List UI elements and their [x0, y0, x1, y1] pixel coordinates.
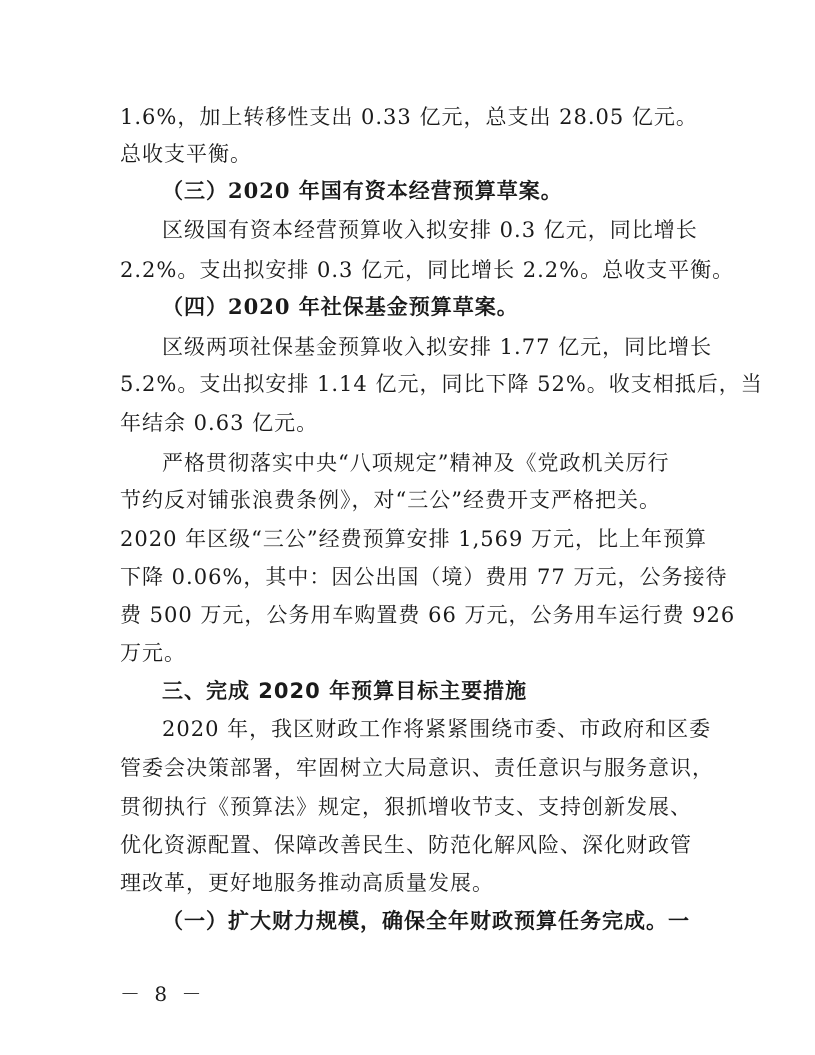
text-line: 严格贯彻落实中央“八项规定”精神及《党政机关厉行	[162, 451, 670, 475]
section-heading: 三、完成 2020 年预算目标主要措施	[162, 679, 528, 703]
text-line: 2020 年区级“三公”经费预算安排 1,569 万元，比上年预算	[120, 527, 708, 551]
text-line: 节约反对铺张浪费条例》，对“三公”经费开支严格把关。	[120, 488, 661, 512]
text-line: 贯彻执行《预算法》规定，狠抓增收节支、支持创新发展、	[120, 795, 692, 819]
text-line: 万元。	[120, 641, 186, 665]
text-line: 年结余 0.63 亿元。	[120, 411, 319, 435]
text-line: 区级两项社保基金预算收入拟安排 1.77 亿元，同比增长	[162, 335, 713, 359]
text-line: 优化资源配置、保障改善民生、防范化解风险、深化财政管	[120, 833, 692, 857]
text-line: 下降 0.06%，其中：因公出国（境）费用 77 万元，公务接待	[120, 565, 728, 589]
page-number: － 8 －	[120, 982, 206, 1006]
text-line: 1.6%，加上转移性支出 0.33 亿元，总支出 28.05 亿元。	[120, 105, 698, 129]
section-subheading: （一）扩大财力规模，确保全年财政预算任务完成。一	[162, 908, 690, 933]
text-line: 2.2%。支出拟安排 0.3 亿元，同比增长 2.2%。总收支平衡。	[120, 258, 735, 282]
text-line: 管委会决策部署，牢固树立大局意识、责任意识与服务意识，	[120, 756, 714, 780]
section-subheading: （三）2020 年国有资本经营预算草案。	[162, 178, 563, 203]
text-line: 理改革，更好地服务推动高质量发展。	[120, 871, 494, 895]
text-line: 费 500 万元，公务用车购置费 66 万元，公务用车运行费 926	[120, 603, 736, 627]
text-line: 2020 年，我区财政工作将紧紧围绕市委、市政府和区委	[162, 717, 712, 741]
text-line: 5.2%。支出拟安排 1.14 亿元，同比下降 52%。收支相抵后，当	[120, 372, 763, 396]
section-subheading: （四）2020 年社保基金预算草案。	[162, 294, 519, 319]
text-line: 总收支平衡。	[120, 142, 252, 166]
text-line: 区级国有资本经营预算收入拟安排 0.3 亿元，同比增长	[162, 218, 698, 242]
